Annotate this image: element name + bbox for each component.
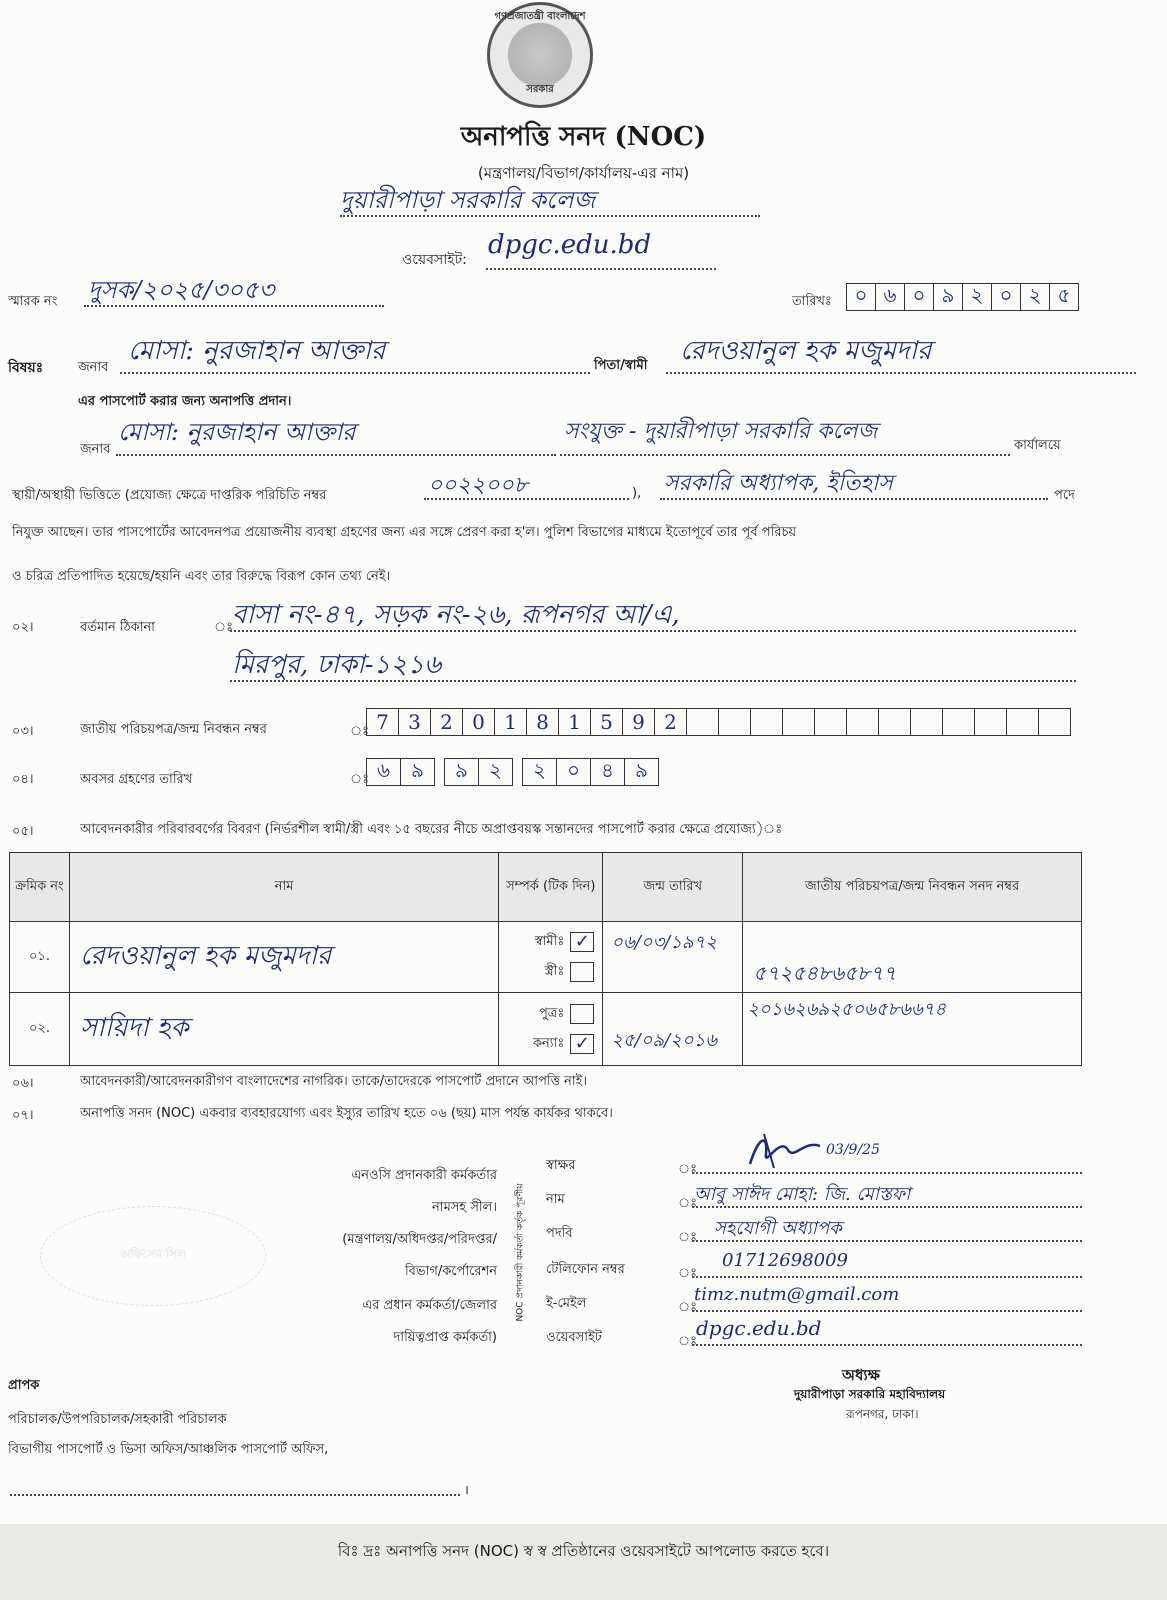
table-row xyxy=(10,993,1082,1066)
stamp-title: অধ্যক্ষ xyxy=(842,1366,880,1384)
website-field-line xyxy=(692,1344,1082,1346)
stamp-line-2: রূপনগর, ঢাকা। xyxy=(846,1407,919,1421)
date-digit: ২ xyxy=(962,283,992,311)
subject-label: বিষয়ঃ xyxy=(8,360,44,376)
website-line xyxy=(486,268,716,270)
subject-line2: এর পাসপোর্ট করার জন্য অনাপত্তি প্রদান। xyxy=(78,394,292,409)
item-05-label: আবেদনকারীর পরিবারবর্গের বিবরণ (নির্ভরশীল স্বামী/স্ত্রী এবং ১৫ বছরের নীচে অপ্রাপ্তবয়স্ক সন্তানদের পাসপোর্ট করার ক্ষেত্রে প্রযোজ্য)ঃ xyxy=(80,822,783,837)
nid-digit: 8 xyxy=(526,708,559,736)
body-attached-line xyxy=(560,454,1010,456)
relation-daughter-label: কন্যাঃ xyxy=(532,1035,565,1051)
nid-digit xyxy=(846,708,879,736)
address-line-1-rule xyxy=(230,630,1076,632)
relation-daughter-checkbox[interactable]: ✓ xyxy=(570,1034,594,1054)
address-line-2-rule xyxy=(230,680,1076,682)
recipient-line-3-end: । xyxy=(464,1483,469,1498)
row-name: সায়িদা হক xyxy=(69,993,498,1066)
row-name: রেদওয়ানুল হক মজুমদার xyxy=(69,922,498,993)
website-field-colon: ঃ xyxy=(678,1334,698,1349)
row-serial: ০২. xyxy=(10,993,70,1066)
nid-digit: 1 xyxy=(494,708,527,736)
body-designation: সরকারি অধ্যাপক, ইতিহাস xyxy=(664,471,893,496)
body-attached: সংযুক্ত - দুয়ারীপাড়া সরকারি কলেজ xyxy=(564,419,878,444)
address-line-2: মিরপুর, ঢাকা-১২১৬ xyxy=(232,650,441,680)
relation-wife-label: স্ত্রীঃ xyxy=(544,963,565,979)
nid-digit: 5 xyxy=(590,708,623,736)
nid-digit: 1 xyxy=(558,708,591,736)
header-serial: ক্রমিক নং xyxy=(10,853,70,922)
retirement-date-boxes xyxy=(366,758,658,786)
nid-digit xyxy=(782,708,815,736)
row-serial: ০১. xyxy=(10,922,70,993)
recipient-label: প্রাপক xyxy=(8,1378,40,1393)
name-line xyxy=(692,1206,1082,1208)
nid-digit xyxy=(910,708,943,736)
body-designation-line xyxy=(660,498,1048,500)
name-label: নাম xyxy=(546,1192,565,1207)
footer-note: বিঃ দ্রঃ অনাপত্তি সনদ (NOC) স্ব স্ব প্রতিষ্ঠানের ওয়েবসাইটে আপলোড করতে হবে। xyxy=(337,1542,830,1560)
header-relation: সম্পর্ক (টিক দিন) xyxy=(499,853,603,922)
item-04-colon: ঃ xyxy=(350,772,370,787)
row-dob: ২৫/০৯/২০১৬ xyxy=(603,993,743,1066)
header-name: নাম xyxy=(69,853,498,922)
body-line2-prefix: স্থায়ী/অস্থায়ী ভিত্তিতে (প্রযোজ্য ক্ষেত্রে দাপ্তরিক পরিচিতি নম্বর xyxy=(12,488,327,503)
phone-colon: ঃ xyxy=(678,1266,698,1281)
body-office-suffix: কার্যালয়ে xyxy=(1014,438,1061,453)
relation-wife-checkbox[interactable] xyxy=(570,962,594,982)
date-digit: ৯ xyxy=(933,283,963,311)
signature-scribble xyxy=(744,1128,824,1172)
subject-mr-label: জনাব xyxy=(78,360,109,375)
nid-digit xyxy=(878,708,911,736)
retire-digit: ৯ xyxy=(400,758,435,786)
father-value: রেদওয়ানুল হক মজুমদার xyxy=(680,336,932,366)
website-field-label: ওয়েবসাইট xyxy=(546,1330,602,1345)
table-row xyxy=(10,922,1082,993)
nid-digit: 7 xyxy=(366,708,399,736)
header-dob: জন্ম তারিখ xyxy=(603,853,743,922)
nid-digit: 0 xyxy=(462,708,495,736)
nid-digit xyxy=(942,708,975,736)
item-03-colon: ঃ xyxy=(350,724,370,739)
subject-name: মোসা: নুরজাহান আক্তার xyxy=(128,336,386,366)
recipient-line-3-rule xyxy=(10,1494,460,1496)
issuer-left-line-3: (মন্ত্রণালয়/অধিদপ্তর/পরিদপ্তর/ xyxy=(342,1232,497,1247)
office-name-line xyxy=(340,215,760,217)
body-mr-label: জনাব xyxy=(80,442,111,457)
body-post-suffix: পদে xyxy=(1054,488,1075,503)
designation-value: সহযোগী অধ্যাপক xyxy=(714,1218,842,1239)
nid-digit xyxy=(1006,708,1039,736)
nid-digit: 2 xyxy=(654,708,687,736)
sig-colon: ঃ xyxy=(678,1162,698,1177)
father-label: পিতা/স্বামী xyxy=(594,358,648,373)
date-digit: ২ xyxy=(1020,283,1050,311)
document-title: অনাপত্তি সনদ (NOC) xyxy=(460,122,707,152)
memo-line xyxy=(84,305,384,307)
body-name: মোসা: নুরজাহান আক্তার xyxy=(118,418,356,446)
seal-top-text: গণপ্রজাতন্ত্রী বাংলাদেশ xyxy=(494,11,586,22)
stamp-line-1: দুয়ারীপাড়া সরকারি মহাবিদ্যালয় xyxy=(794,1387,946,1401)
nid-digit xyxy=(1038,708,1071,736)
recipient-line-2: বিভাগীয় পাসপোর্ট ও ভিসা অফিস/আঞ্চলিক পাসপোর্ট অফিস, xyxy=(8,1442,329,1457)
date-boxes xyxy=(846,283,1078,311)
note-06: আবেদনকারী/আবেদনকারীগণ বাংলাদেশের নাগরিক। তাকে/তাদেরকে পাসপোর্ট প্রদানে আপত্তি নাই। xyxy=(80,1074,588,1089)
issuer-vertical-label-box xyxy=(510,1160,530,1350)
nid-digit: 3 xyxy=(398,708,431,736)
nid-digit xyxy=(718,708,751,736)
retire-digit: ৯ xyxy=(444,758,479,786)
designation-colon: ঃ xyxy=(678,1230,698,1245)
item-03-label: জাতীয় পরিচয়পত্র/জন্ম নিবন্ধন নম্বর xyxy=(80,722,267,737)
relation-son-label: পুত্রঃ xyxy=(538,1005,565,1021)
issuer-left-line-6: দায়িত্বপ্রাপ্ত কর্মকর্তা) xyxy=(393,1330,497,1345)
sig-label: স্বাক্ষর xyxy=(546,1158,576,1173)
table-header-row xyxy=(10,853,1082,922)
government-seal xyxy=(487,2,593,108)
row-relation xyxy=(499,922,603,993)
website-value: dpgc.edu.bd xyxy=(488,230,652,260)
item-02-num: ০২। xyxy=(12,620,34,635)
row-relation xyxy=(499,993,603,1066)
date-digit: ০ xyxy=(846,283,876,311)
office-seal-placeholder: অফিসের সিল xyxy=(40,1206,266,1306)
designation-label: পদবি xyxy=(546,1226,573,1241)
phone-line xyxy=(692,1276,1082,1278)
retire-digit: ০ xyxy=(556,758,591,786)
relation-husband-label: স্বামীঃ xyxy=(534,933,565,949)
email-line xyxy=(692,1310,1082,1312)
nid-digit xyxy=(814,708,847,736)
memo-label: স্মারক নং xyxy=(8,294,58,309)
family-table xyxy=(9,852,1082,1066)
nid-digit: 9 xyxy=(622,708,655,736)
designation-line xyxy=(692,1240,1082,1242)
address-line-1: বাসা নং-৪৭, সড়ক নং-২৬, রূপনগর আ/এ, xyxy=(232,600,680,630)
item-04-label: অবসর গ্রহণের তারিখ xyxy=(80,772,193,787)
relation-husband-checkbox[interactable]: ✓ xyxy=(570,932,594,952)
date-digit: ০ xyxy=(991,283,1021,311)
issuer-left-line-2: নামসহ সীল। xyxy=(432,1200,497,1215)
website-field-value: dpgc.edu.bd xyxy=(696,1316,822,1340)
row-nid: ২০১৬২৬৯২৫০৬৫৮৬৬৭৪ xyxy=(743,993,1082,1066)
date-digit: ৫ xyxy=(1049,283,1079,311)
date-label: তারিখঃ xyxy=(792,294,832,309)
body-id-line xyxy=(424,498,629,500)
row-dob: ০৬/০৩/১৯৭২ xyxy=(603,922,743,993)
date-digit: ৬ xyxy=(875,283,905,311)
retire-digit: ৯ xyxy=(624,758,659,786)
row-nid: ৫৭২৫৪৮৬৫৮৭৭ xyxy=(743,922,1082,993)
name-value: আবু সাঈদ মোহা: জি. মোস্তফা xyxy=(694,1184,911,1205)
recipient-line-1: পরিচালক/উপপরিচালক/সহকারী পরিচালক xyxy=(8,1412,227,1427)
issuer-vertical-label: NOC প্রদানকারী কর্মকর্তা কর্তৃক পূরণীয় xyxy=(515,1183,526,1322)
date-digit: ০ xyxy=(904,283,934,311)
office-subtitle: (মন্ত্রণালয়/বিভাগ/কার্যালয়-এর নাম) xyxy=(477,164,690,182)
phone-value: 01712698009 xyxy=(722,1250,848,1271)
note-06-num: ০৬। xyxy=(12,1076,34,1091)
header-nid: জাতীয় পরিচয়পত্র/জন্ম নিবন্ধন সনদ নম্বর xyxy=(743,853,1082,922)
nid-digit xyxy=(750,708,783,736)
email-value: timz.nutm@gmail.com xyxy=(694,1284,900,1305)
issuer-left-line-4: বিভাগ/কর্পোরেশন xyxy=(404,1264,497,1279)
body-id-number: ০০২২০০৮ xyxy=(428,473,529,498)
retire-digit: ৪ xyxy=(590,758,625,786)
retire-digit: ২ xyxy=(522,758,557,786)
note-07: অনাপত্তি সনদ (NOC) একবার ব্যবহারযোগ্য এবং ইস্যুর তারিখ হতে ০৬ (ছয়) মাস পর্যন্ত কার্যকর থাকবে। xyxy=(80,1106,613,1121)
item-05-num: ০৫। xyxy=(12,824,34,839)
nid-digit xyxy=(686,708,719,736)
father-line xyxy=(666,372,1136,374)
body-name-line xyxy=(116,454,556,456)
phone-label: টেলিফোন নম্বর xyxy=(546,1262,625,1277)
nid-digit: 2 xyxy=(430,708,463,736)
item-03-num: ০৩। xyxy=(12,724,34,739)
body-line3: নিযুক্ত আছেন। তার পাসপোর্টের আবেদনপত্র প্রয়োজনীয় ব্যবস্থা গ্রহণের জন্য এর সঙ্গে প্রেরণ করা হ'ল। পুলিশ বিভাগের মাধ্যমে ইতোপূর্বে তার পূর্ব পরিচয় xyxy=(12,525,797,540)
body-line4: ও চরিত্র প্রতিপাদিত হয়েছে/হয়নি এবং তার বিরুদ্ধে বিরূপ কোন তথ্য নেই। xyxy=(12,569,391,584)
item-02-colon: ঃ xyxy=(214,620,234,635)
email-colon: ঃ xyxy=(678,1300,698,1315)
sig-line xyxy=(692,1172,1082,1174)
issuer-left-line-1: এনওসি প্রদানকারী কর্মকর্তার xyxy=(351,1168,497,1183)
body-line2-mid: ), xyxy=(632,486,642,501)
retire-digit: ২ xyxy=(478,758,513,786)
name-colon: ঃ xyxy=(678,1196,698,1211)
relation-son-checkbox[interactable] xyxy=(570,1004,594,1024)
nid-digit xyxy=(974,708,1007,736)
memo-value: দুসক/২০২৫/৩০৫৩ xyxy=(88,276,275,304)
note-07-num: ০৭। xyxy=(12,1108,34,1123)
subject-name-line xyxy=(120,372,590,374)
website-label: ওয়েবসাইট: xyxy=(402,252,467,268)
office-name: দুয়ারীপাড়া সরকারি কলেজ xyxy=(340,186,596,214)
issuer-left-line-5: এর প্রধান কর্মকর্তা/জেলার xyxy=(362,1298,497,1313)
item-02-label: বর্তমান ঠিকানা xyxy=(80,620,155,635)
item-04-num: ০৪। xyxy=(12,772,34,787)
seal-bottom-text: সরকার xyxy=(526,84,554,95)
nid-boxes xyxy=(366,708,1070,736)
retire-digit: ৬ xyxy=(366,758,401,786)
sig-date: 03/9/25 xyxy=(826,1142,880,1158)
email-label: ই-মেইল xyxy=(546,1296,587,1311)
